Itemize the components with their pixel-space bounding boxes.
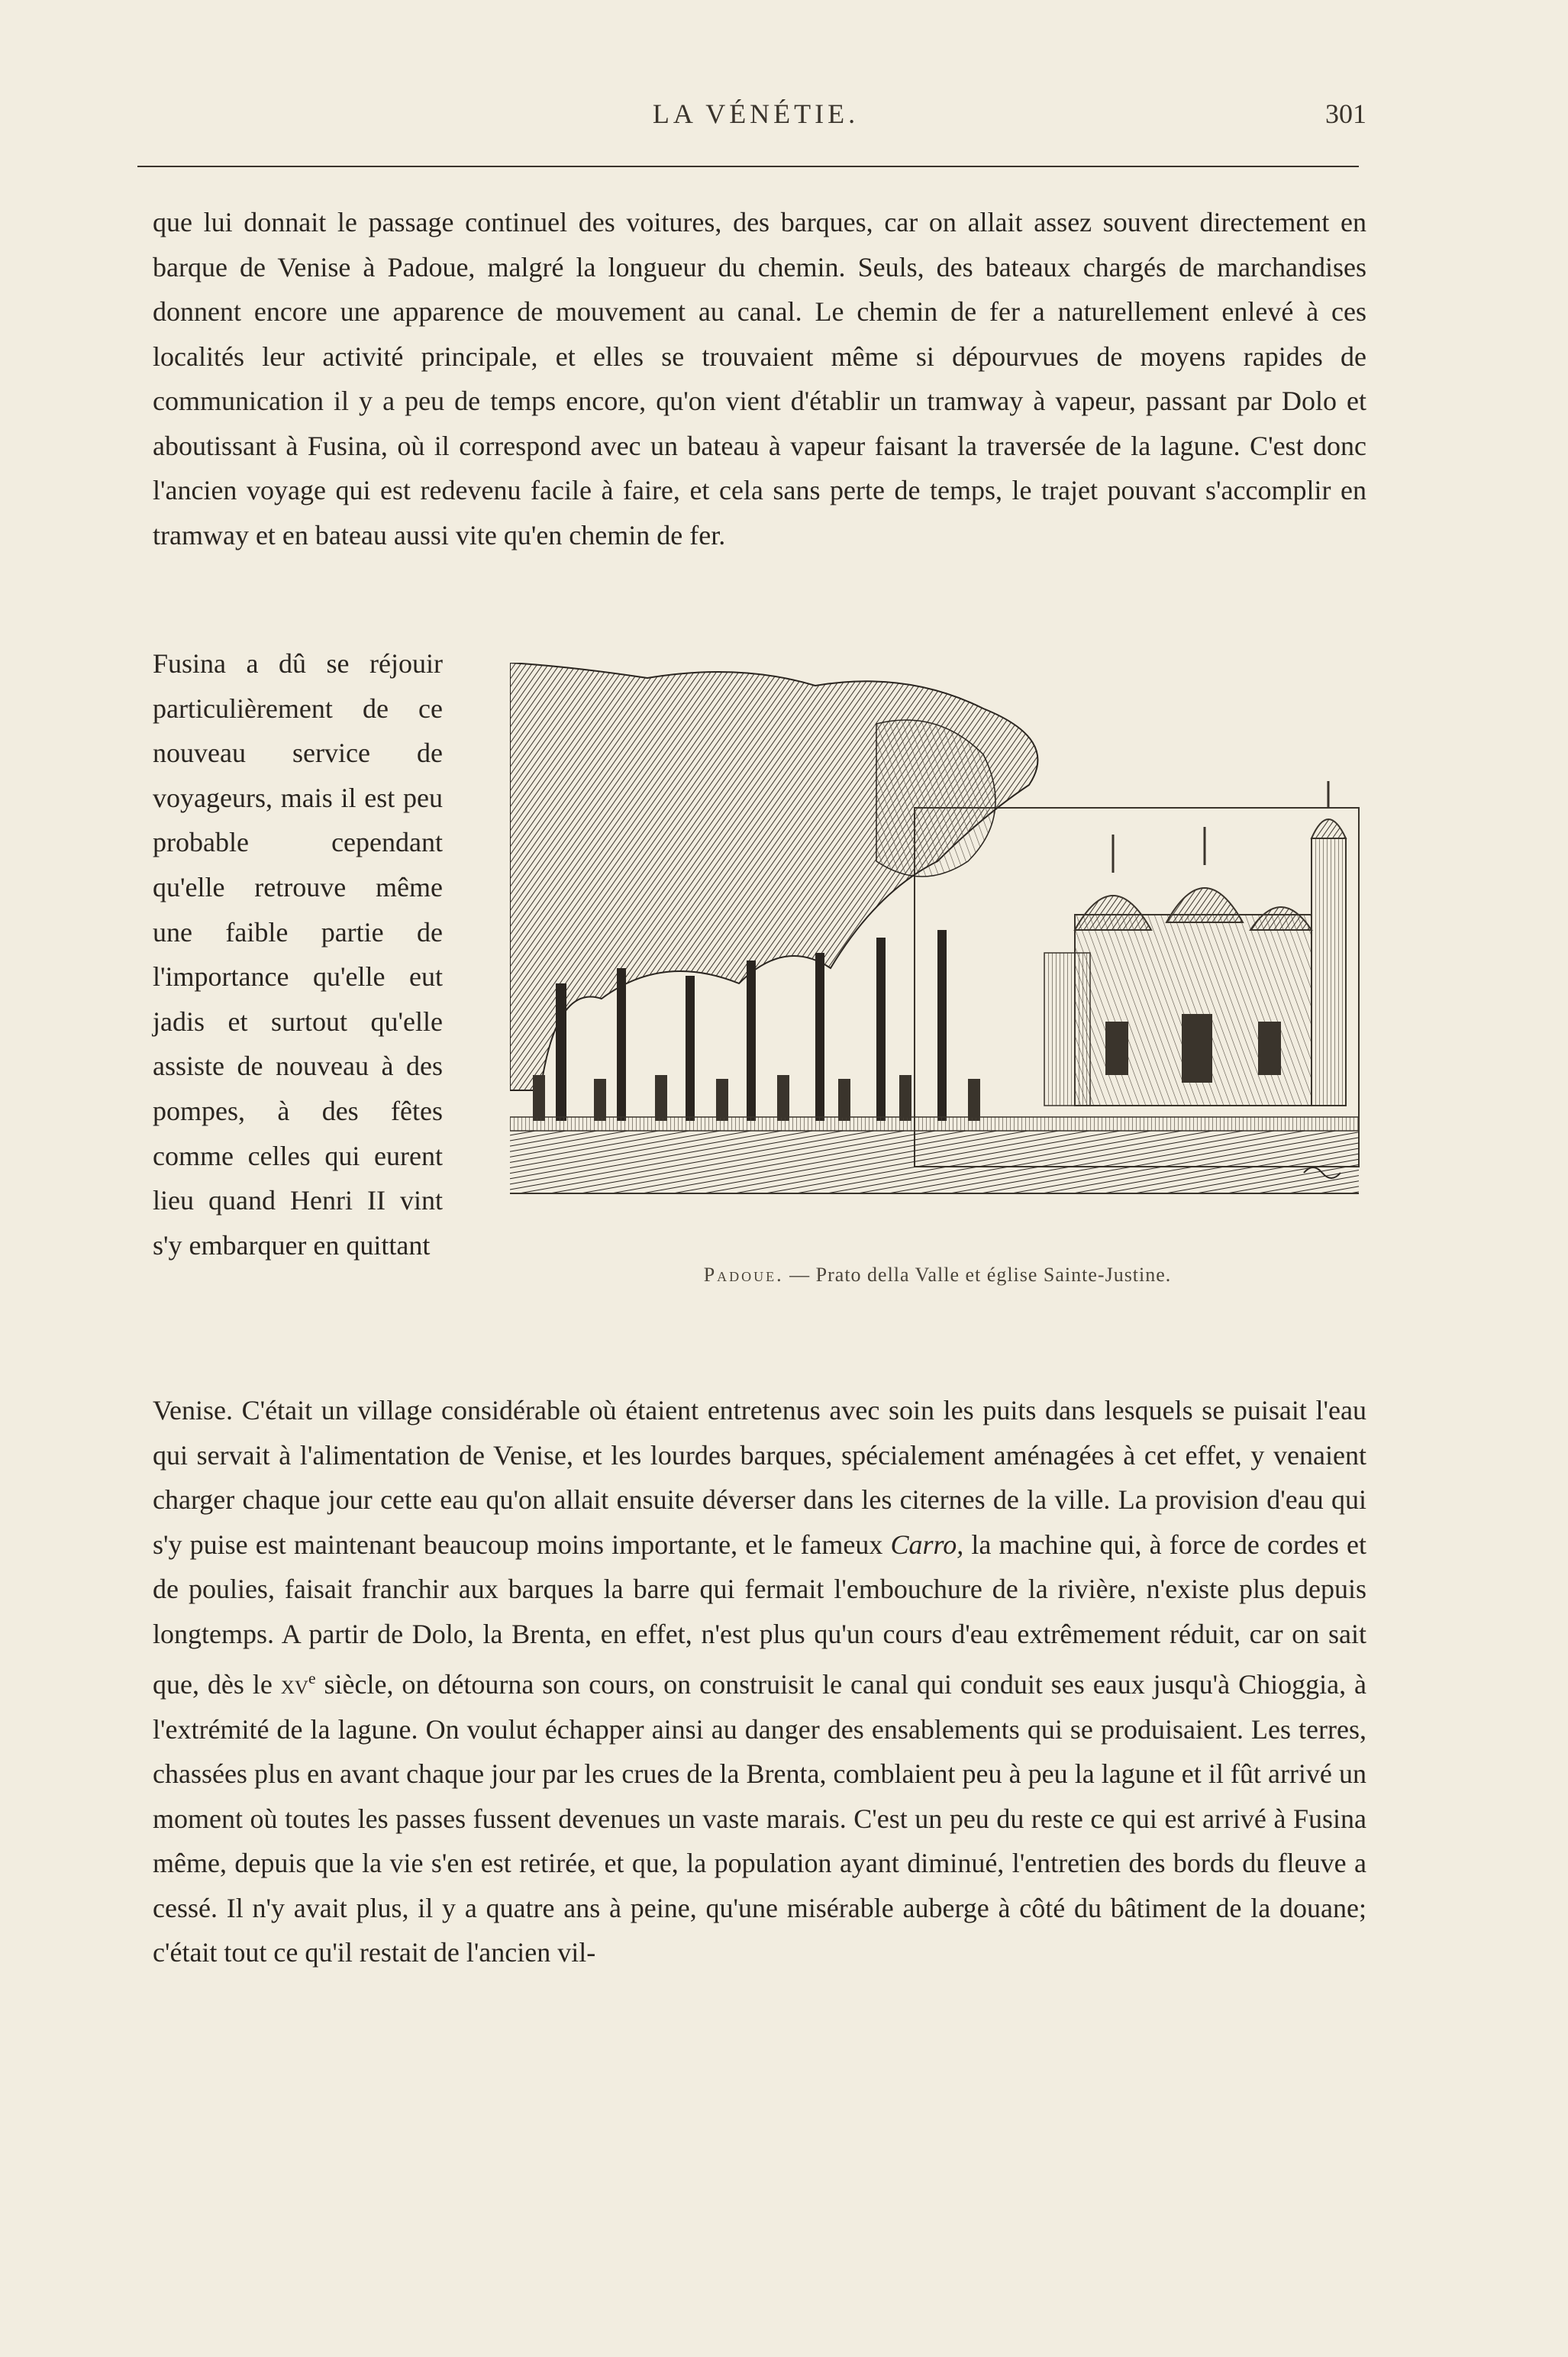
- paragraph-bottom: [153, 1388, 1366, 1975]
- paragraph-top: que lui donnait le passage continuel des voitures, des barques, car on allait assez souvent directement en barque de Venise à Padoue, malgré la longueur du chemin. Seuls, des bateaux chargés de marchandises donnent encore une apparence de mouvement au canal. Le chemin de fer a naturellement enlevé à ces localités leur activité principale, et elles se trouvaient même si dépourvues de moyens rapides de communication il y a peu de temps encore, qu'on vient d'établir un tramway à vapeur, passant par Dolo et aboutissant à Fusina, où il correspond avec un bateau à vapeur faisant la traversée de la lagune. C'est donc l'ancien voyage qui est redevenu facile à faire, et cela sans perte de temps, le trajet pouvant s'accomplir en tramway et en bateau aussi vite qu'en chemin de fer.: [153, 207, 1366, 551]
- paragraph-bottom-part-3: siècle, on détourna son cours, on construisit le canal qui conduit ses eaux jusqu'à Chioggia, à l'extrémité de la lagune. On voulut échapper ainsi au danger des ensablements qui se produisaient. Les terres, chassées plus en avant chaque jour par les crues de la Brenta, comblaient peu à peu la lagune et il fût arrivé un moment où toutes les passes fussent devenues un vaste marais. C'est un peu du reste ce qui est arrivé à Fusina même, depuis que la vie s'en est retirée, et que, la population ayant diminué, l'entretien des bords du fleuve a cessé. Il n'y avait plus, il y a quatre ans à peine, qu'une misérable auberge à côté du bâtiment de la douane; c'était tout ce qu'il restait de l'ancien vil-: [153, 1669, 1367, 1968]
- running-title: LA VÉNÉTIE.: [652, 98, 860, 129]
- engraving-illustration: [510, 663, 1365, 1229]
- page-number: 301: [1325, 98, 1366, 129]
- century-superscript: e: [308, 1669, 316, 1687]
- running-header: [145, 98, 1366, 144]
- caption-place: Padoue.: [703, 1264, 784, 1286]
- paragraph-side: Fusina a dû se réjouir particulièrement de ce nouveau service de voyageurs, mais il est peu probable cependant qu'elle retrouve même une faible partie de l'importance qu'elle eut jadis et surtout qu'elle assiste de nouveau à des pompes, à des fêtes comme celles qui eurent lieu quand Henri II vint s'y embarquer en quittant: [153, 648, 443, 1261]
- century-numeral: xv: [280, 1669, 308, 1700]
- caption-text: — Prato della Valle et église Sainte-Justine.: [789, 1264, 1172, 1286]
- figure-caption: [510, 1264, 1365, 1287]
- paragraph-bottom-part-1: Venise. C'était un village considérable où étaient entretenus avec soin les puits dans lesquels se puisait l'eau qui servait à l'alimentation de Venise, et les lourdes barques, spécialement aménagées à cet effet, y venaient charger chaque jour cette eau qu'on allait ensuite déverser dans les citernes de la ville. La provision d'eau qui s'y puise est maintenant beaucoup moins importante, et le fameux: [153, 1395, 1366, 1560]
- header-rule: [137, 166, 1359, 167]
- paragraph-bottom-part-2: la machine qui, à force de cordes et de poulies, faisait franchir aux barques la barre qui fermait l'embouchure de la rivière, n'existe plus depuis longtemps. A partir de Dolo, la Brenta, en effet, n'est plus qu'un cours d'eau extrêmement réduit, car on sait que, dès le: [153, 1529, 1367, 1700]
- carro-italic: Carro,: [890, 1529, 964, 1560]
